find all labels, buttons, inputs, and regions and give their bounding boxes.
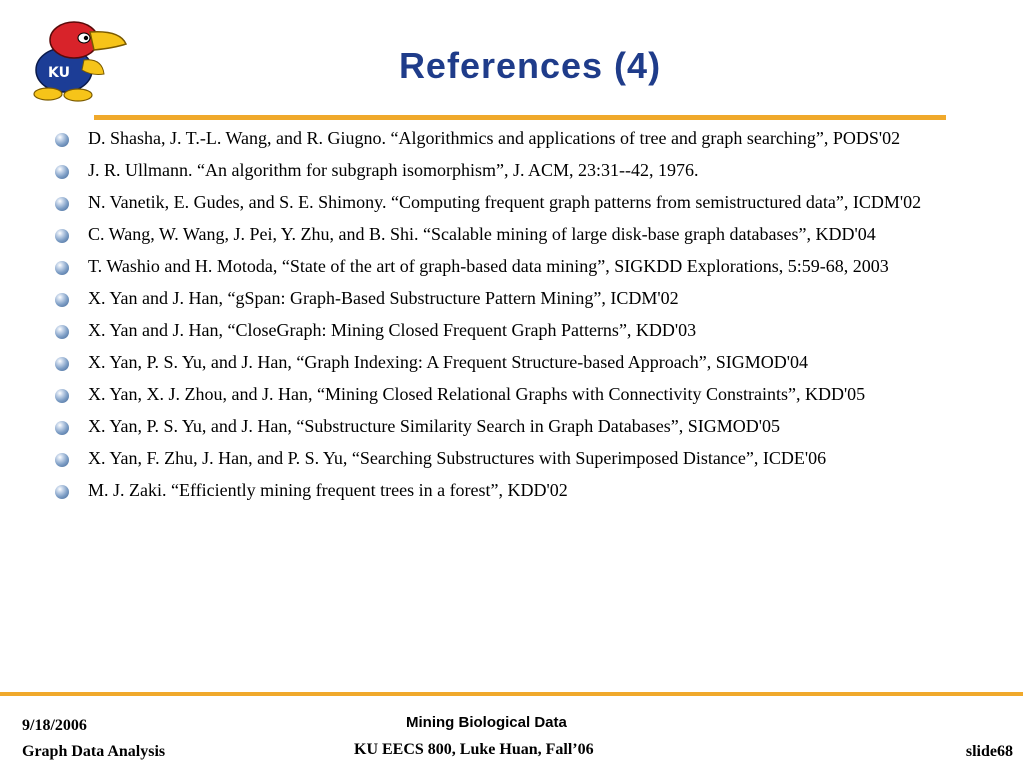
list-item (52, 479, 982, 502)
footer-topic: Graph Data Analysis (22, 743, 166, 760)
footer-divider (0, 692, 1023, 696)
bullet-icon (55, 421, 69, 435)
list-item (52, 127, 982, 150)
jayhawk-logo-icon (22, 14, 132, 102)
reference-text: J. R. Ullmann. “An algorithm for subgraph isomorphism”, J. ACM, 23:31--42, 1976. (88, 160, 699, 180)
reference-text: X. Yan, P. S. Yu, and J. Han, “Graph Indexing: A Frequent Structure-based Approach”, SIGMOD'04 (88, 352, 808, 372)
ku-jayhawk-logo (22, 14, 132, 102)
list-item (52, 351, 982, 374)
list-item (52, 255, 982, 278)
reference-text: X. Yan, P. S. Yu, and J. Han, “Substructure Similarity Search in Graph Databases”, SIGMOD'05 (88, 416, 780, 436)
reference-text: T. Washio and H. Motoda, “State of the art of graph-based data mining”, SIGKDD Explorations, 5:59-68, 2003 (88, 256, 889, 276)
footer-course-title: Mining Biological Data (406, 714, 567, 731)
list-item (52, 383, 982, 406)
footer-date: 9/18/2006 (22, 717, 87, 734)
bullet-icon (55, 485, 69, 499)
bullet-icon (55, 389, 69, 403)
list-item (52, 415, 982, 438)
bullet-icon (55, 357, 69, 371)
bullet-icon (55, 133, 69, 147)
logo-text: KU (48, 65, 70, 81)
bullet-icon (55, 293, 69, 307)
list-item (52, 287, 982, 310)
list-item (52, 159, 982, 182)
bullet-icon (55, 325, 69, 339)
list-item (52, 191, 982, 214)
reference-text: D. Shasha, J. T.-L. Wang, and R. Giugno. “Algorithmics and applications of tree and graph searching”, PODS'02 (88, 128, 901, 148)
reference-text: X. Yan, F. Zhu, J. Han, and P. S. Yu, “Searching Substructures with Superimposed Distance”, ICDE'06 (88, 448, 827, 468)
title-divider (94, 115, 946, 120)
footer-course-info: KU EECS 800, Luke Huan, Fall’06 (354, 741, 594, 758)
bullet-icon (55, 261, 69, 275)
slide-number: slide68 (965, 743, 1013, 760)
reference-text: X. Yan and J. Han, “CloseGraph: Mining Closed Frequent Graph Patterns”, KDD'03 (88, 320, 697, 340)
bullet-icon (55, 197, 69, 211)
reference-text: N. Vanetik, E. Gudes, and S. E. Shimony. “Computing frequent graph patterns from semistructured data”, ICDM'02 (88, 192, 922, 212)
list-item (52, 223, 982, 246)
bullet-icon (55, 229, 69, 243)
bullet-icon (55, 453, 69, 467)
slide-title: References (4) (398, 45, 662, 86)
bullet-icon (55, 165, 69, 179)
reference-list (52, 127, 982, 511)
list-item (52, 319, 982, 342)
list-item (52, 447, 982, 470)
reference-text: X. Yan and J. Han, “gSpan: Graph-Based Substructure Pattern Mining”, ICDM'02 (88, 288, 679, 308)
reference-text: M. J. Zaki. “Efficiently mining frequent trees in a forest”, KDD'02 (88, 480, 568, 500)
reference-text: X. Yan, X. J. Zhou, and J. Han, “Mining Closed Relational Graphs with Connectivity Constraints”, KDD'05 (88, 384, 866, 404)
reference-text: C. Wang, W. Wang, J. Pei, Y. Zhu, and B. Shi. “Scalable mining of large disk-base graph databases”, KDD'04 (88, 224, 876, 244)
